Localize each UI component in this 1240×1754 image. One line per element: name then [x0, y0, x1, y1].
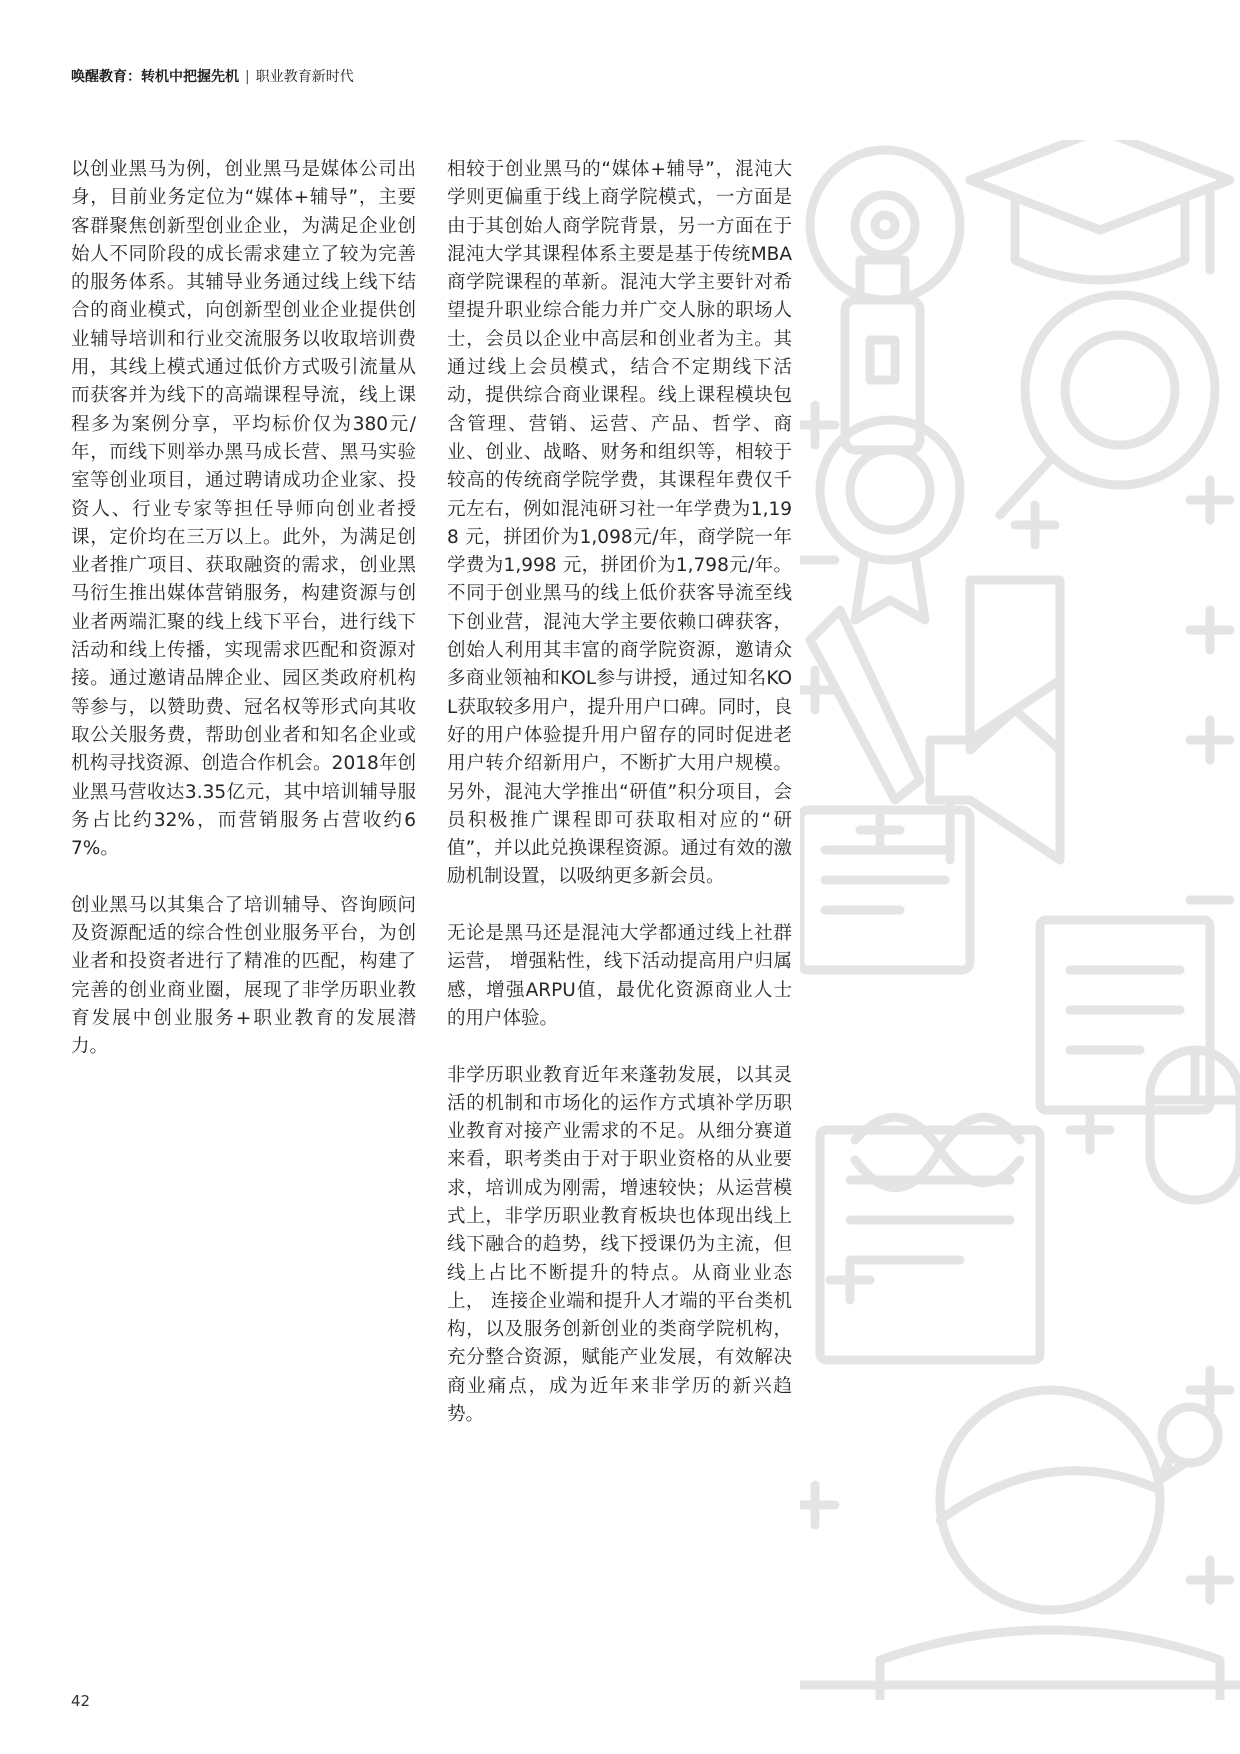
paragraph: 相较于创业黑马的“媒体+辅导”，混沌大学则更偏重于线上商学院模式，一方面是由于其创始人商学院背景，另一方面在于混沌大学其课程体系主要是基于传统MBA商学院课程的革新。混沌大学主要针对希望提升职业综合能力并广交人脉的职场人士，会员以企业中高层和创业者为主。其通过线上会员模式，结合不定期线下活动，提供综合商业课程。线上课程模块包含管理、营销、运营、产品、哲学、商业、创业、战略、财务和组织等，相较于较高的传统商学院学费，其课程年费仅千元左右，例如混沌研习社一年学费为1,198 元，拼团价为1,098元/年，商学院一年学费为1,998 元，拼团价为1,798元/年。不同于创业黑马的线上低价获客导流至线下创业营，混沌大学主要依赖口碑获客，创始人利用其丰富的商学院资源，邀请众多商业领袖和KOL参与讲授，通过知名KOL获取较多用户，提升用户口碑。同时，良好的用户体验提升用户留存的同时促进老用户转介绍新用户，不断扩大用户规模。另外，混沌大学推出“研值”积分项目，会员积极推广课程即可获取相对应的“研值”，并以此兑换课程资源。通过有效的激励机制设置，以吸纳更多新会员。: [447, 159, 792, 888]
right-column: [447, 156, 792, 1458]
paragraph: 非学历职业教育近年来蓬勃发展，以其灵活的机制和市场化的运作方式填补学历职业教育对接产业需求的不足。从细分赛道来看，职考类由于对于职业资格的从业要求，培训成为刚需，增速较快；从运营模式上，非学历职业教育板块也体现出线上线下融合的趋势，线下授课仍为主流，但线上占比不断提升的特点。从商业业态上， 连接企业端和提升人才端的平台类机构，以及服务创新创业的类商学院机构，充分整合资源，赋能产业发展，有效解决商业痛点，成为近年来非学历的新兴趋势。: [447, 1064, 792, 1426]
paragraph: 无论是黑马还是混沌大学都通过线上社群运营， 增强粘性，线下活动提高用户归属感，增强ARPU值，最优化资源商业人士的用户体验。: [447, 923, 792, 1029]
left-column: [71, 156, 416, 1090]
pencil-icon: [810, 610, 920, 800]
computer-mouse-icon: [1150, 1050, 1240, 1200]
page-number: 42: [71, 1692, 91, 1710]
graduation-cap-icon: [970, 140, 1230, 280]
header-title: 唤醒教育：转机中把握先机: [71, 69, 239, 85]
paragraph: 以创业黑马为例，创业黑马是媒体公司出身，目前业务定位为“媒体+辅导”，主要客群聚焦创新型创业企业，为满足企业创始人不同阶段的成长需求建立了较为完善的服务体系。其辅导业务通过线上线下结合的商业模式，向创新型创业企业提供创业辅导培训和行业交流服务以收取培训费用，其线上模式通过低价方式吸引流量从而获客并为线下的高端课程导流，线上课程多为案例分享，平均标价仅为380元/年，而线下则举办黑马成长营、黑马实验室等创业项目，通过聘请成功企业家、投资人、行业专家等担任导师向创业者授课，定价均在三万以上。此外，为满足创业者推广项目、获取融资的需求，创业黑马衍生推出媒体营销服务，构建资源与创业者两端汇聚的线上线下平台，进行线下活动和线上传播，实现需求匹配和资源对接。通过邀请品牌企业、园区类政府机构等参与，以赞助费、冠名权等形式向其收取公关服务费，帮助创业者和知名企业或机构寻找资源、创造合作机会。2018年创业黑马营收达3.35亿元，其中培训辅导服务占比约32%，而营销服务占营收约67%。: [71, 159, 416, 860]
magnifier-icon: [1000, 295, 1215, 515]
page-header: [71, 66, 354, 86]
megaphone-icon: [930, 680, 1060, 860]
cd-disc-icon: [810, 150, 960, 300]
student-avatar-icon: [800, 1390, 1240, 1700]
header-subtitle: 职业教育新时代: [255, 69, 354, 85]
decorative-icon-pattern: [800, 140, 1240, 1700]
paragraph: 创业黑马以其集合了培训辅导、咨询顾问及资源配适的综合性创业服务平台，为创业者和投资者进行了精准的匹配，构建了完善的创业商业圈，展现了非学历职业教育发展中创业服务+职业教育的发展潜力。: [71, 894, 416, 1058]
award-badge-icon: [820, 420, 960, 620]
header-separator: |: [245, 69, 250, 85]
bookmark-icon: [970, 580, 1060, 750]
question-bubble-icon: [1160, 1407, 1218, 1480]
